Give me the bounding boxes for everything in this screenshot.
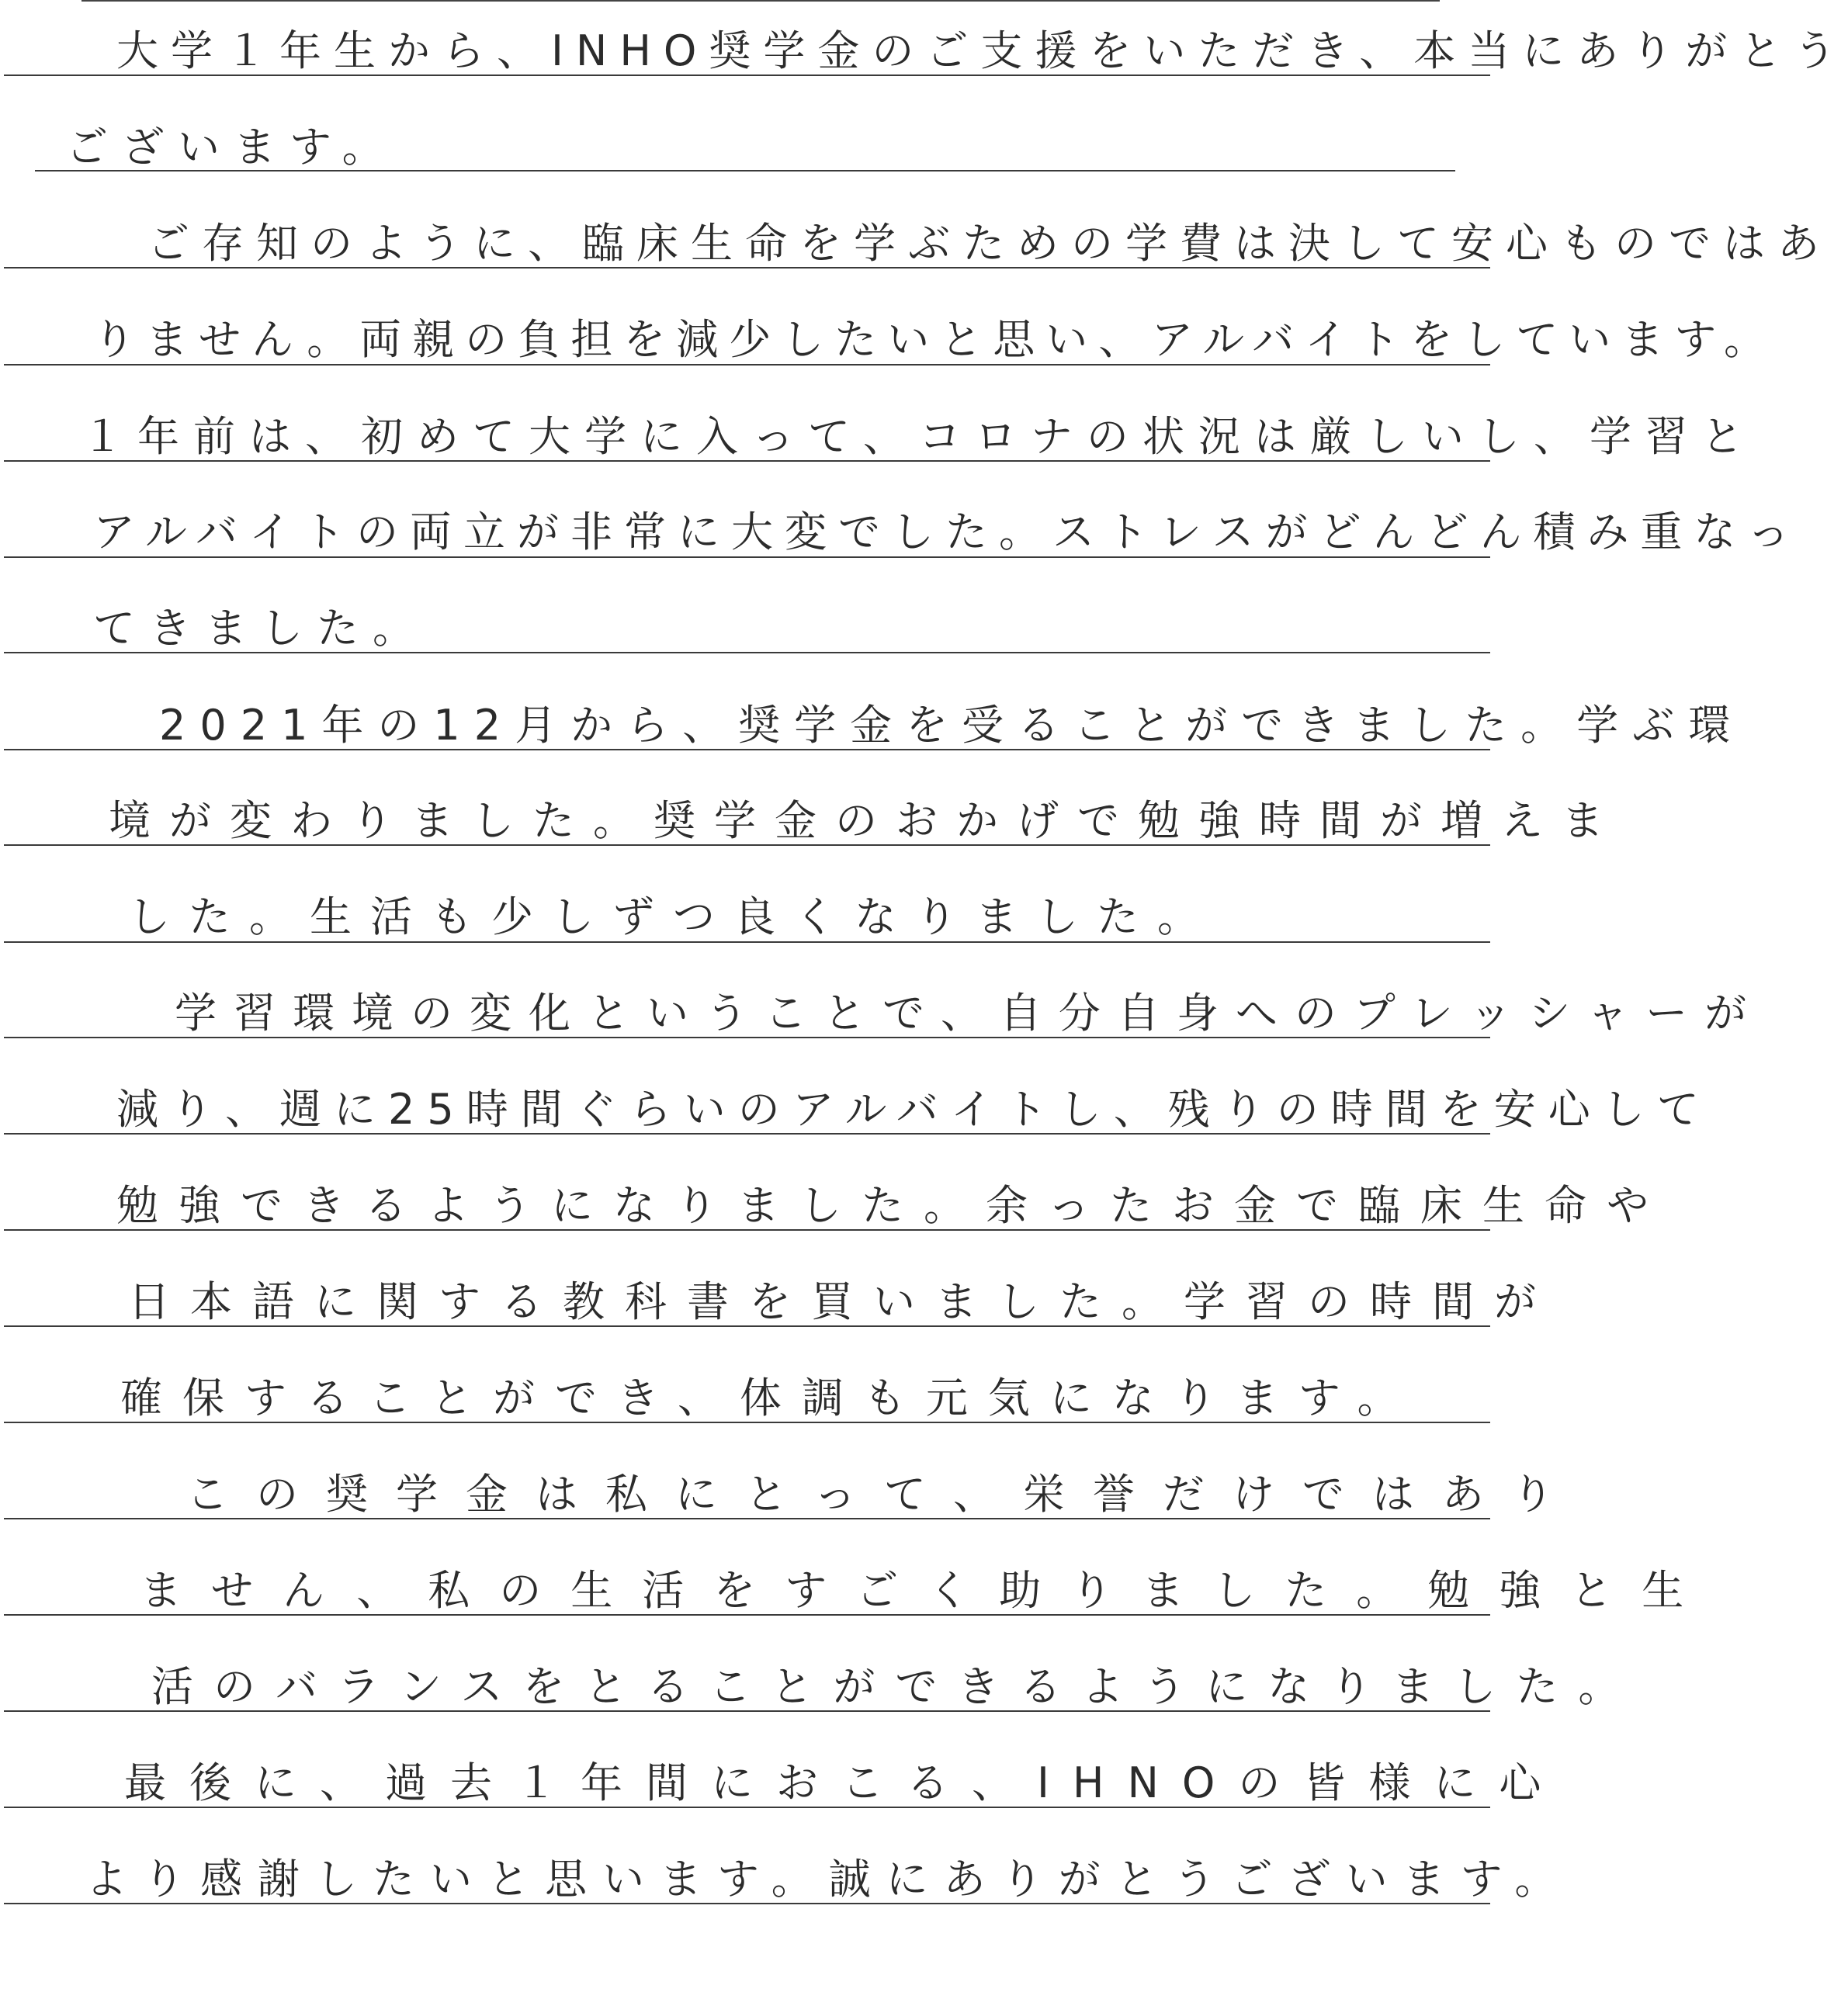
letter-line-3: ご存知のように、臨床生命を学ぶための学費は決して安心ものではあ xyxy=(147,219,1832,268)
letter-line-10: した。生活も少しずつ良くなりました。 xyxy=(128,892,1218,941)
letter-line-19: 最後に、過去１年間におこる、IHNOの皆様に心 xyxy=(124,1758,1565,1807)
letter-line-15: 確保することができ、体調も元気になります。 xyxy=(120,1374,1420,1422)
letter-line-16: この奨学金は私にとって、栄誉だけではあり xyxy=(186,1470,1582,1519)
letter-line-13: 勉強できるようになりました。余ったお金で臨床生命や xyxy=(116,1181,1669,1230)
letter-line-8: 2021年の12月から、奨学金を受ることができました。学ぶ環 xyxy=(159,701,1745,750)
ruled-line xyxy=(4,941,1490,943)
ruled-line xyxy=(4,556,1490,558)
letter-line-7: てきました。 xyxy=(93,604,428,653)
letter-line-20: より感謝したいと思います。誠にありがとうございます。 xyxy=(85,1855,1572,1904)
letter-line-4: りません。両親の負担を減少したいと思い、アルバイトをしています。 xyxy=(93,315,1777,364)
letter-line-14: 日本語に関する教科書を買いました。学習の時間が xyxy=(128,1277,1556,1326)
letter-line-9: 境が変わりました。奨学金のおかげで勉強時間が増えま xyxy=(109,796,1622,845)
letter-line-1: 大学１年生から、INHO奨学金のご支援をいただき、本当にありがとう xyxy=(116,26,1848,75)
top-rule xyxy=(81,0,1440,2)
letter-line-2: ございます。 xyxy=(66,123,398,171)
letter-line-11: 学習環境の変化ということで、自分自身へのプレッシャーが xyxy=(175,989,1764,1038)
ruled-line xyxy=(4,364,1490,366)
letter-line-17: ません、私の生活をすごく助りました。勉強と生 xyxy=(140,1566,1714,1615)
letter-line-18: 活のバランスをとることができるようになりました。 xyxy=(151,1662,1641,1711)
letter-line-5: １年前は、初めて大学に入って、コロナの状況は厳しいし、学習と xyxy=(81,412,1757,461)
letter-line-6: アルバイトの両立が非常に大変でした。ストレスがどんどん積み重なっ xyxy=(93,508,1801,556)
letter-line-12: 減り、週に25時間ぐらいのアルバイトし、残りの時間を安心して xyxy=(116,1085,1711,1134)
